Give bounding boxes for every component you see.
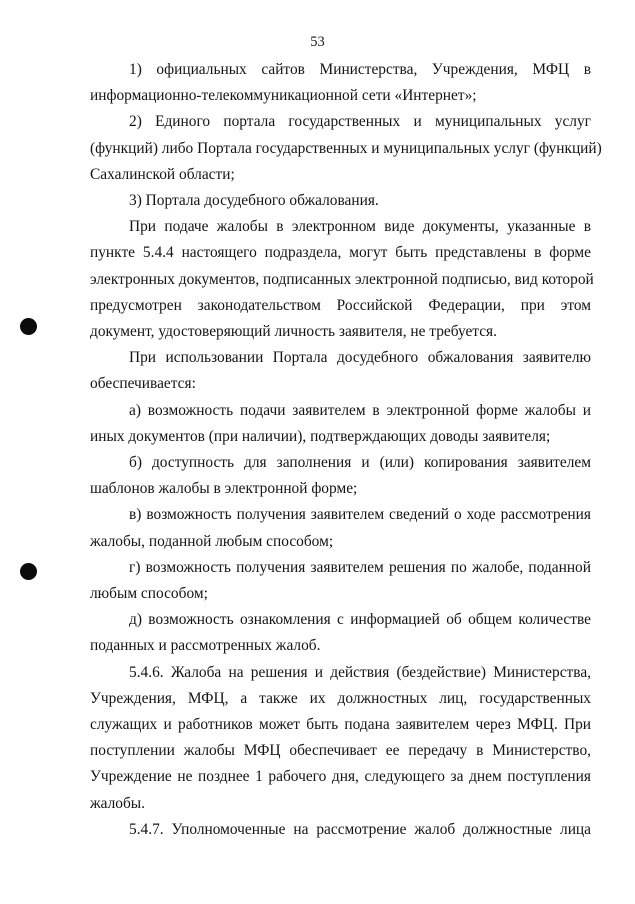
text-line: 5.4.6. Жалоба на решения и действия (бездействие) Министерства, [129,663,591,681]
text-line: поступлении жалобы МФЦ обеспечивает ее передачу в Министерство, [90,742,591,760]
text-line: (функций) либо Портала государственных и муниципальных услуг (функций) [90,139,602,157]
text-line: предусмотрен законодательством Российской Федерации, при этом [90,296,591,314]
text-line: 5.4.7. Уполномоченные на рассмотрение жалоб должностные лица [129,820,591,838]
paragraph-item-g [90,555,591,607]
text-line: шаблонов жалобы в электронной форме; [90,480,358,498]
text-line: Учреждение не позднее 1 рабочего дня, следующего за днем поступления [90,768,591,786]
text-line: 3) Портала досудебного обжалования. [129,192,379,210]
text-line: жалобы, поданной любым способом; [90,532,334,550]
paragraph-5-4-6 [90,660,591,817]
paragraph-portal-usage [90,345,591,397]
paragraph-item-a [90,398,591,450]
text-line: При подаче жалобы в электронном виде документы, указанные в [129,218,591,236]
text-line: документ, удостоверяющий личность заявителя, не требуется. [90,323,497,341]
document-body [90,57,602,843]
text-line: поданных и рассмотренных жалоб. [90,637,321,655]
text-line: информационно-телекоммуникационной сети «Интернет»; [90,87,477,105]
punch-hole [20,563,37,580]
text-line: пункте 5.4.4 настоящего подраздела, могут быть представлены в форме [90,244,591,262]
paragraph-item-d [90,607,591,659]
text-line: иных документов (при наличии), подтверждающих доводы заявителя; [90,427,551,445]
text-line: Учреждения, МФЦ, а также их должностных лиц, государственных [90,689,591,707]
paragraph-item-2 [90,109,602,188]
text-line: жалобы. [90,794,145,812]
page-number: 53 [310,34,325,50]
paragraph-item-v [90,502,591,554]
text-line: любым способом; [90,585,208,603]
text-line: а) возможность подачи заявителем в электронной форме жалобы и [129,401,591,419]
text-line: 2) Единого портала государственных и муниципальных услуг [129,113,591,131]
punch-hole [20,318,37,335]
paragraph-item-3 [90,188,591,214]
text-line: в) возможность получения заявителем сведений о ходе рассмотрения [129,506,591,524]
text-line: обеспечивается: [90,375,196,393]
text-line: электронных документов, подписанных электронной подписью, вид которой [90,270,594,288]
text-line: 1) официальных сайтов Министерства, Учреждения, МФЦ в [129,61,591,78]
text-line: Сахалинской области; [90,165,235,183]
paragraph-electronic-complaint [90,214,594,345]
text-line: д) возможность ознакомления с информацией об общем количестве [129,611,591,629]
text-line: г) возможность получения заявителем решения по жалобе, поданной [129,558,591,576]
text-line: При использовании Портала досудебного обжалования заявителю [129,349,591,367]
text-line: б) доступность для заполнения и (или) копирования заявителем [129,454,591,472]
paragraph-item-b [90,450,591,502]
text-line: служащих и работников может быть подана заявителем через МФЦ. При [90,716,591,734]
paragraph-5-4-7 [90,817,591,843]
paragraph-item-1 [90,57,591,109]
